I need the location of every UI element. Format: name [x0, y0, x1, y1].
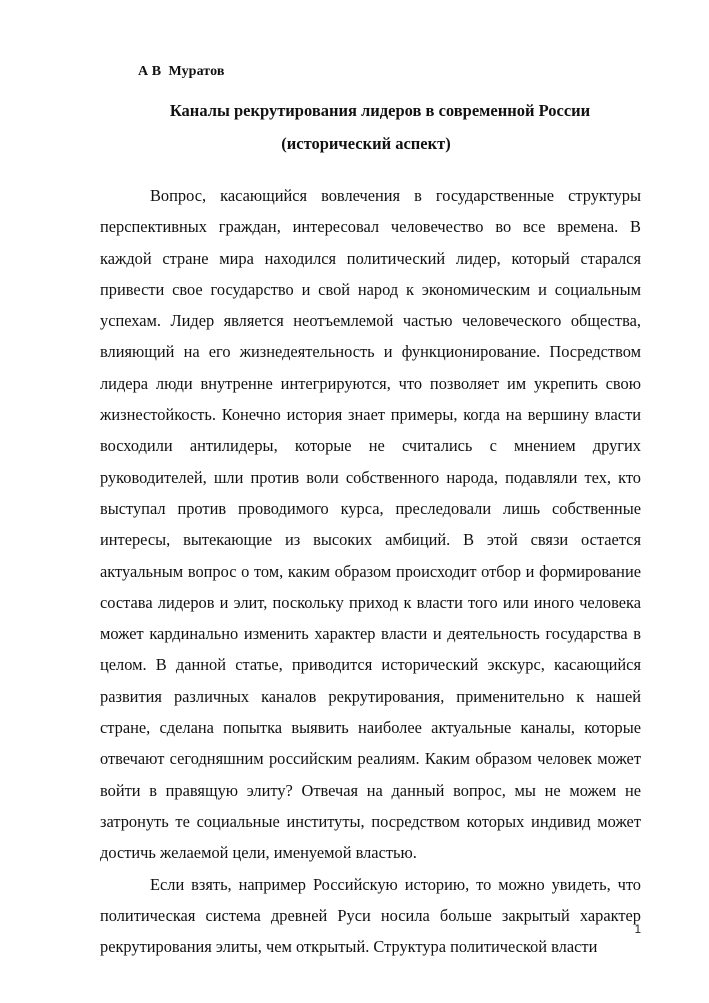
paragraph-1: Вопрос, касающийся вовлечения в государственные структуры перспективных граждан, интересовал человечество во все времена. В каждой стране мира находился политический лидер, который старался привести свое государство и свой народ к экономическим и социальным успехам. Лидер является неотъемлемой частью человеческого общества, влияющий на его жизнедеятельность и функционирование. Посредством лидера люди внутренне интегрируются, что позволяет им укрепить свою жизнестойкость. Конечно история знает примеры, когда на вершину власти восходили антилидеры, которые не считались с мнением других руководителей, шли против воли собственного народа, подавляли тех, кто выступал против проводимого курса, преследовали лишь собственные интересы, вытекающие из высоких амбиций. В этой связи остается актуальным вопрос о том, каким образом происходит отбор и формирование состава лидеров и элит, поскольку приход к власти того или иного человека может кардинально изменить характер власти и деятельность государства в целом. В данной статье, приводится исторический экскурс, касающийся развития различных каналов рекрутирования, применительно к нашей стране, сделана попытка выявить наиболее актуальные каналы, которые отвечают сегодняшним российским реалиям. Каким образом человек может войти в правящую элиту? Отвечая на данный вопрос, мы не можем не затронуть те социальные институты, посредством которых индивид может достичь желаемой цели, именуемой властью.	[100, 186, 641, 863]
author-name: А В Муратов	[138, 64, 225, 79]
article-title: Каналы рекрутирования лидеров в современной России	[169, 101, 591, 120]
paragraph-2: Если взять, например Российскую историю, то можно увидеть, что политическая система древней Руси носила больше закрытый характер рекрутирования элиты, чем открытый. Структура политической власти	[100, 874, 641, 957]
article-body	[100, 180, 641, 962]
article-subtitle: (исторический аспект)	[281, 134, 451, 153]
page-number: 1	[634, 924, 641, 936]
